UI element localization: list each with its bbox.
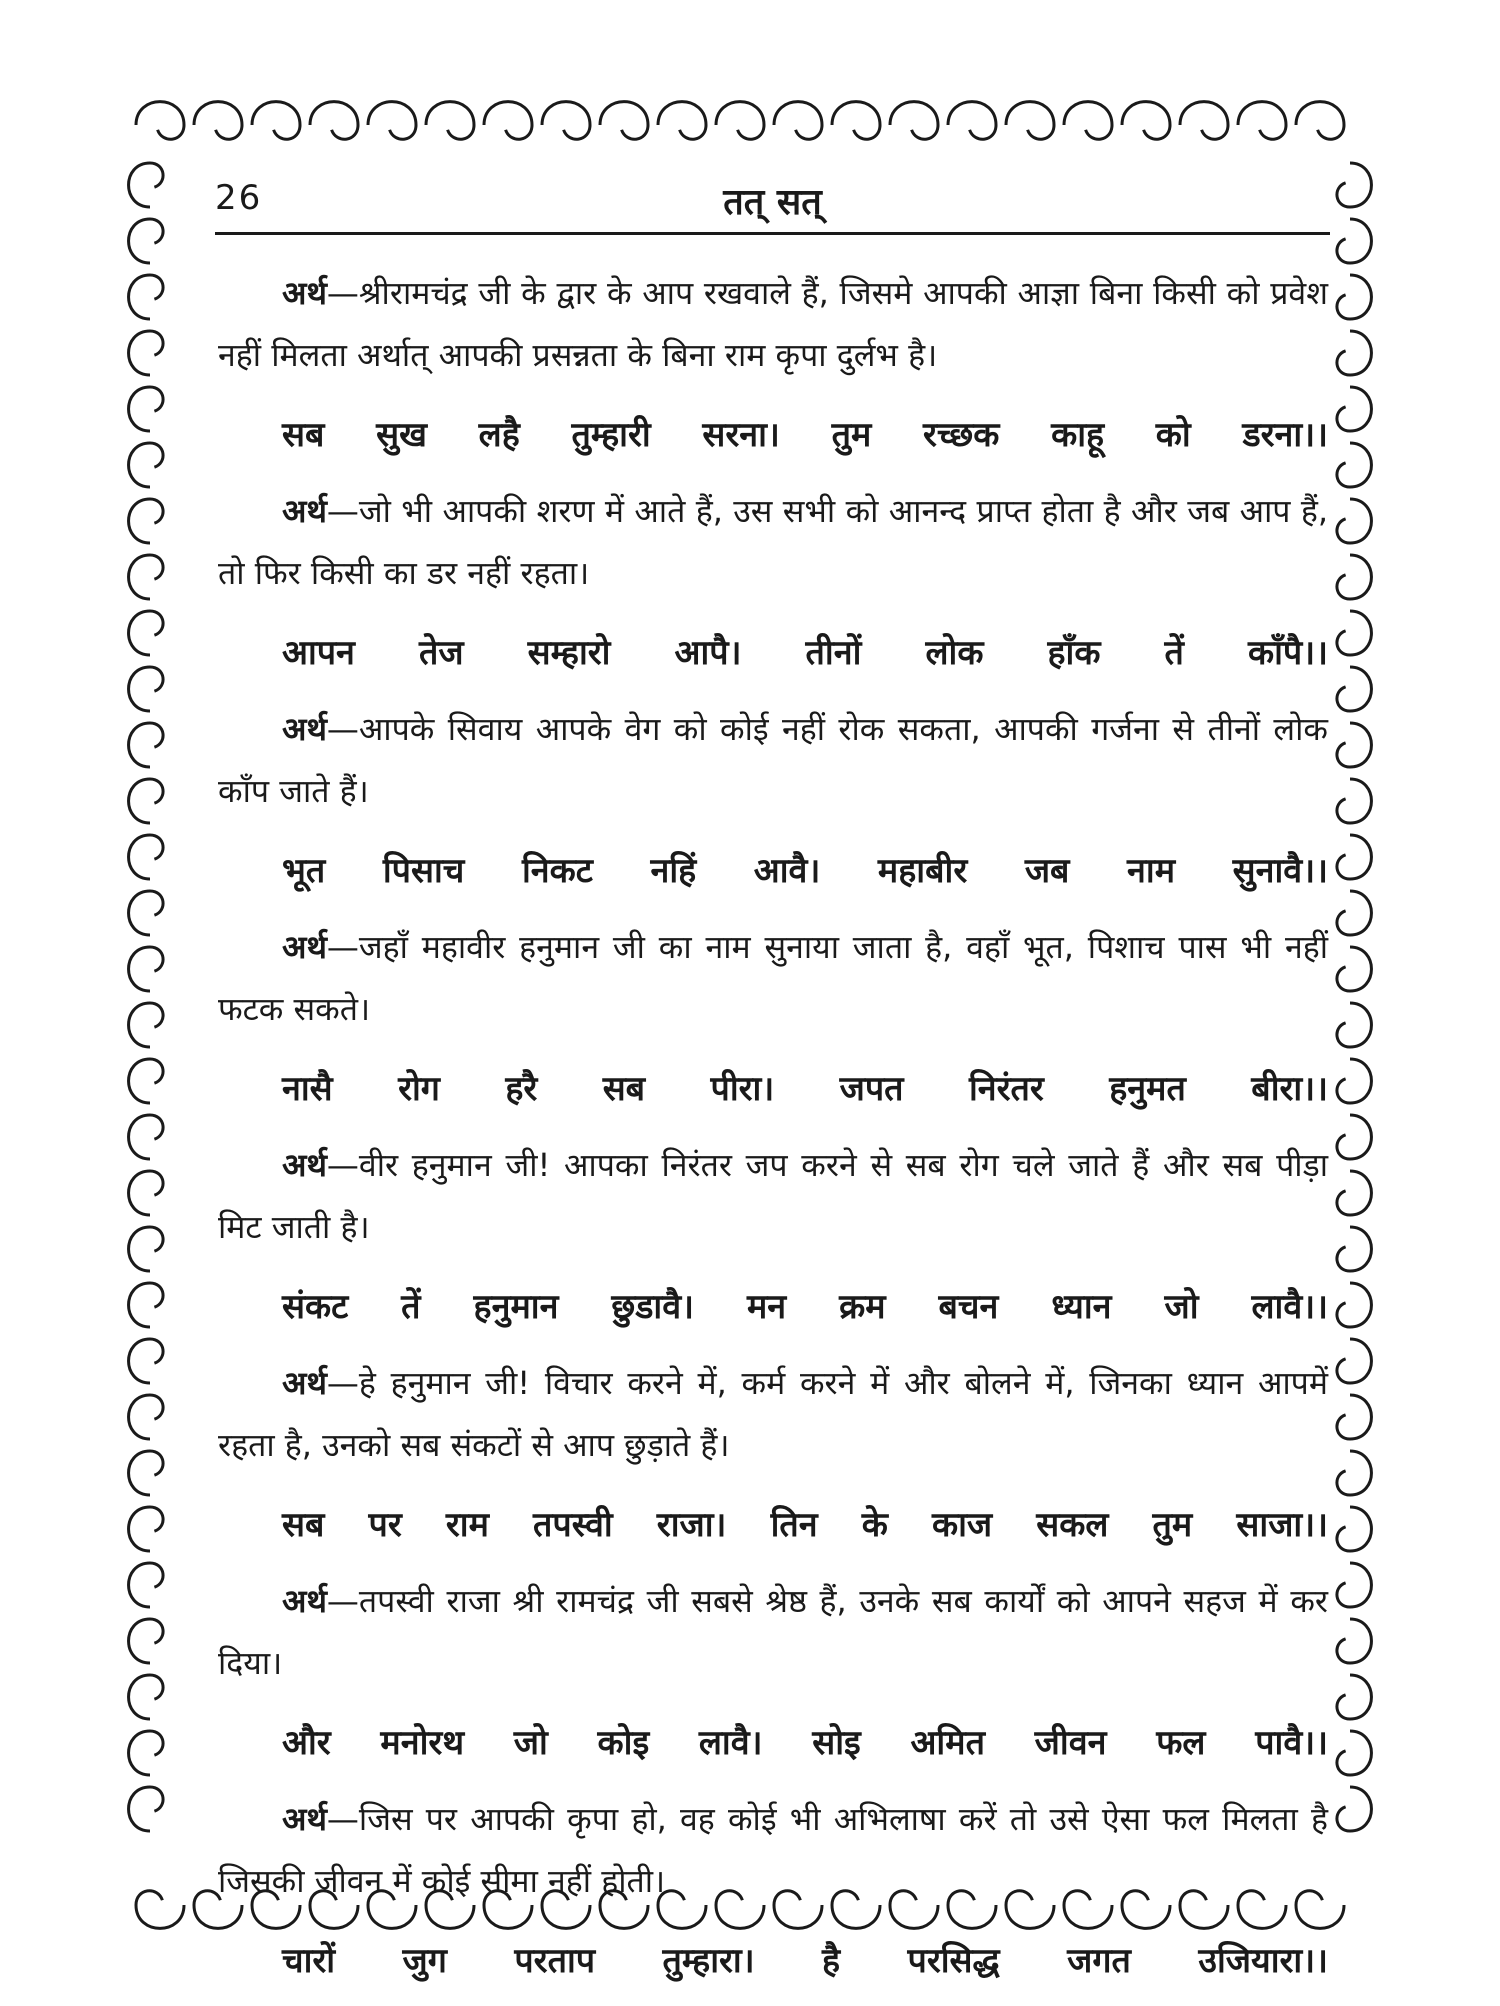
border-scroll: [1337, 1339, 1372, 1383]
meaning-text: —श्रीरामचंद्र जी के द्वार के आप रखवाले हैं, जिसमे आपकी आज्ञा बिना किसी को प्रवेश नहीं मिलता अर्थात् आपकी प्रसन्नता के बिना राम कृपा दुर्लभ है।: [218, 274, 1328, 374]
border-scroll: [129, 1507, 164, 1551]
border-scroll: [252, 102, 300, 140]
border-scroll: [129, 1787, 164, 1831]
border-scroll: [129, 275, 164, 319]
border-scroll: [129, 1563, 164, 1607]
meaning-label: अर्थ: [282, 928, 327, 966]
border-scroll: [1337, 1563, 1372, 1607]
border-scroll: [129, 947, 164, 991]
meaning-text: —जिस पर आपकी कृपा हो, वह कोई भी अभिलाषा करें तो उसे ऐसा फल मिलता है जिसकी जीवन में कोई सीमा नहीं होती।: [218, 1800, 1328, 1900]
meaning-text: —जहाँ महावीर हनुमान जी का नाम सुनाया जाता है, वहाँ भूत, पिशाच पास भी नहीं फटक सकते।: [218, 928, 1328, 1028]
border-scroll: [129, 1731, 164, 1775]
border-scroll: [1296, 102, 1344, 140]
verse-line: सब पर राम तपस्वी राजा। तिन के काज सकल तुम साजा।।: [282, 1505, 1328, 1545]
meaning-paragraph: [218, 480, 1328, 604]
verse-line: सब सुख लहै तुम्हारी सरना। तुम रच्छक काहू को डरना।।: [282, 415, 1328, 455]
border-scroll: [1337, 1171, 1372, 1215]
border-scroll: [129, 611, 164, 655]
border-scroll: [1337, 1003, 1372, 1047]
meaning-label: अर्थ: [282, 1800, 327, 1838]
meaning-label: अर्थ: [282, 710, 327, 748]
border-scroll: [1337, 1731, 1372, 1775]
meaning-paragraph: [218, 698, 1328, 822]
page-content: [218, 262, 1328, 2006]
meaning-label: अर्थ: [282, 1146, 327, 1184]
border-scroll: [716, 102, 764, 140]
border-scroll: [129, 443, 164, 487]
border-scroll: [129, 387, 164, 431]
border-scroll: [1337, 611, 1372, 655]
verse-line: नासै रोग हरै सब पीरा। जपत निरंतर हनुमत बीरा।।: [282, 1069, 1328, 1109]
border-scroll: [1337, 275, 1372, 319]
border-scroll: [1122, 102, 1170, 140]
border-scroll: [1337, 667, 1372, 711]
border-scroll: [1337, 947, 1372, 991]
verse-line: आपन तेज सम्हारो आपै। तीनों लोक हाँक तें काँपै।।: [282, 633, 1328, 673]
border-scroll: [948, 102, 996, 140]
border-scroll: [1337, 891, 1372, 935]
border-scroll: [1337, 555, 1372, 599]
meaning-text: —तपस्वी राजा श्री रामचंद्र जी सबसे श्रेष्ठ हैं, उनके सब कार्यों को आपने सहज में कर दिया।: [218, 1582, 1328, 1682]
meaning-text: —हे हनुमान जी! विचार करने में, कर्म करने में और बोलने में, जिनका ध्यान आपमें रहता है, उनको सब संकटों से आप छुड़ाते हैं।: [218, 1364, 1328, 1464]
border-scroll: [1337, 443, 1372, 487]
border-scroll: [129, 667, 164, 711]
border-scroll: [1238, 102, 1286, 140]
border-scroll: [1337, 1619, 1372, 1663]
border-scroll: [129, 331, 164, 375]
meaning-paragraph: [218, 1352, 1328, 1476]
border-scroll: [129, 891, 164, 935]
meaning-text: —वीर हनुमान जी! आपका निरंतर जप करने से सब रोग चले जाते हैं और सब पीड़ा मिट जाती है।: [218, 1146, 1328, 1246]
border-scroll: [129, 1059, 164, 1103]
border-scroll: [129, 163, 164, 207]
border-scroll: [129, 555, 164, 599]
border-scroll: [1337, 835, 1372, 879]
running-title: तत् सत्: [723, 182, 822, 223]
border-scroll: [1337, 1451, 1372, 1495]
border-scroll: [832, 102, 880, 140]
border-scroll: [600, 102, 648, 140]
meaning-label: अर्थ: [282, 492, 327, 530]
border-scroll: [1006, 102, 1054, 140]
meaning-paragraph: [218, 916, 1328, 1040]
border-scroll: [426, 102, 474, 140]
border-scroll: [129, 1283, 164, 1327]
meaning-label: अर्थ: [282, 274, 327, 312]
border-scroll: [1337, 1059, 1372, 1103]
border-scroll: [1337, 387, 1372, 431]
border-scroll: [1180, 102, 1228, 140]
meaning-paragraph: [218, 1134, 1328, 1258]
border-scroll: [136, 1891, 184, 1929]
border-scroll: [1337, 1227, 1372, 1271]
border-scroll: [1337, 499, 1372, 543]
border-scroll: [129, 499, 164, 543]
border-scroll: [129, 1451, 164, 1495]
border-scroll: [1337, 1675, 1372, 1719]
border-scroll: [129, 1003, 164, 1047]
border-scroll: [1064, 102, 1112, 140]
border-scroll: [1337, 1283, 1372, 1327]
border-scroll: [129, 1675, 164, 1719]
verse-line: संकट तें हनुमान छुडावै। मन क्रम बचन ध्यान जो लावै।।: [282, 1287, 1328, 1327]
border-scroll: [129, 1619, 164, 1663]
border-scroll: [774, 102, 822, 140]
border-scroll: [658, 102, 706, 140]
border-scroll: [1337, 1115, 1372, 1159]
meaning-paragraph: [218, 1570, 1328, 1694]
border-scroll: [1337, 163, 1372, 207]
border-scroll: [890, 102, 938, 140]
border-scroll: [194, 102, 242, 140]
border-scroll: [542, 102, 590, 140]
border-scroll: [1337, 219, 1372, 263]
meaning-paragraph: [218, 1788, 1328, 1912]
meaning-label: अर्थ: [282, 1582, 327, 1620]
border-scroll: [129, 723, 164, 767]
verse-line: और मनोरथ जो कोइ लावै। सोइ अमित जीवन फल पावै।।: [282, 1723, 1328, 1763]
border-scroll: [1337, 779, 1372, 823]
border-scroll: [368, 102, 416, 140]
border-scroll: [129, 1395, 164, 1439]
meaning-text: —आपके सिवाय आपके वेग को कोई नहीं रोक सकता, आपकी गर्जना से तीनों लोक काँप जाते हैं।: [218, 710, 1328, 810]
border-scroll: [129, 1171, 164, 1215]
page-header: [215, 168, 1330, 228]
border-scroll: [1337, 1787, 1372, 1831]
border-scroll: [136, 102, 184, 140]
border-scroll: [129, 779, 164, 823]
meaning-paragraph: [218, 262, 1328, 386]
border-scroll: [129, 835, 164, 879]
border-scroll: [1337, 723, 1372, 767]
border-scroll: [1337, 331, 1372, 375]
border-scroll: [129, 1227, 164, 1271]
verse-line: चारों जुग परताप तुम्हारा। है परसिद्ध जगत उजियारा।।: [282, 1941, 1328, 1981]
border-scroll: [129, 219, 164, 263]
meaning-text: —जो भी आपकी शरण में आते हैं, उस सभी को आनन्द प्राप्त होता है और जब आप हैं, तो फिर किसी का डर नहीं रहता।: [218, 492, 1328, 592]
page-number: 26: [215, 178, 263, 218]
border-scroll: [129, 1115, 164, 1159]
verse-line: भूत पिसाच निकट नहिं आवै। महाबीर जब नाम सुनावै।।: [282, 851, 1328, 891]
border-scroll: [129, 1339, 164, 1383]
border-scroll: [1337, 1395, 1372, 1439]
meaning-label: अर्थ: [282, 1364, 327, 1402]
border-scroll: [484, 102, 532, 140]
border-scroll: [310, 102, 358, 140]
header-rule: [215, 232, 1330, 235]
border-scroll: [1337, 1507, 1372, 1551]
